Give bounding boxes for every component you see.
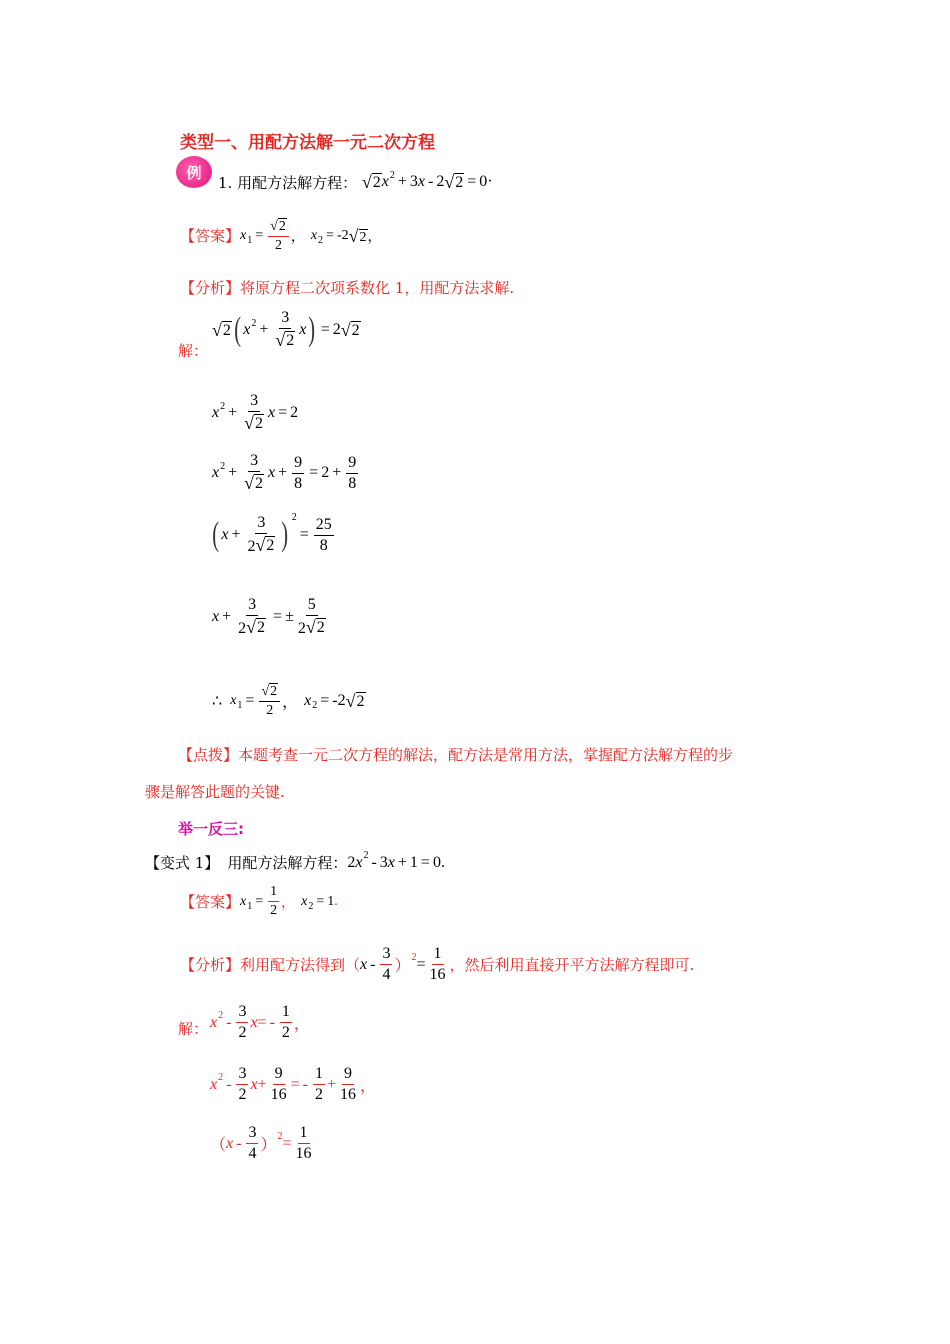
- example-badge: 例: [176, 156, 212, 188]
- variant-heading: 举一反三:: [178, 820, 244, 838]
- example-problem: [218, 169, 493, 193]
- variant-analysis-text1: 利用配方法得到（: [240, 956, 361, 974]
- example-tip-line2: 骤是解答此题的关键.: [145, 783, 285, 801]
- variant-tag: 【变式 1】: [145, 854, 220, 872]
- example-equation: √ 2 x 2 + 3 x - 2 √ 2 = 0·: [361, 169, 493, 192]
- tip-tag: 【点拨】: [178, 746, 239, 764]
- variant-analysis-tag: 【分析】: [180, 956, 241, 974]
- variant-answer: [180, 885, 338, 918]
- solution-step-4: ( x + 3 2 √ 2 ) 2 = $\frac{25}{8}$: [212, 511, 332, 555]
- analysis-tag: 【分析】: [180, 279, 241, 297]
- example-prompt: 用配方法解方程：: [237, 174, 358, 192]
- answer-tag: 【答案】: [180, 227, 241, 245]
- analysis-text: 将原方程二次项系数化 1，用配方法求解.: [240, 279, 515, 297]
- variant-analysis-text2: ，然后利用直接开平方法解方程即可.: [449, 956, 695, 974]
- variant-step-1: x 2 - $\frac{3}{2}$ x = - $\frac{1}{2}$ ，: [210, 1003, 310, 1041]
- variant-step-3: （ x - $\frac{3}{4}$ ） 2 = $\frac{1}{16}$: [210, 1124, 312, 1162]
- section-title: 类型一、用配方法解一元二次方程: [180, 133, 435, 153]
- example-answer: [180, 218, 382, 253]
- variant-step-2: x 2 - $\frac{3}{2}$ x + $\frac{9}{16}$ = - $\frac{1}{2}$ + $\frac{9}{16}$ ，: [210, 1065, 376, 1103]
- example-tip-line1: [178, 744, 733, 765]
- solution-step-5: x + 3 2 √ 2 = ± 5 2 √ 2: [212, 596, 325, 637]
- solution-step-3: x 2 + 3 √ 2 x + $\frac{9}{8}$ = 2 + $\frac{9}{8}$: [212, 452, 357, 493]
- solution-step-2: x 2 + 3 √ 2 x = 2: [212, 392, 299, 433]
- variant-problem: [145, 852, 445, 873]
- therefore-symbol: ∴: [212, 692, 223, 710]
- variant-answer-math: x 1 = $\frac{1}{2}$ ， x 2 = 1 .: [240, 884, 338, 918]
- solution-label: 解：: [178, 342, 209, 360]
- tip-text-1: 本题考查一元二次方程的解法，配方法是常用方法，掌握配方法解方程的步: [238, 746, 734, 764]
- answer-math: x 1 = √ 2 2 ， x 2 = -2 √ 2 ，: [240, 219, 382, 253]
- variant-analysis-math: x - $\frac{3}{4}$ ） 2 = $\frac{1}{16}$: [360, 945, 446, 983]
- example-number: 1.: [218, 174, 233, 192]
- variant-answer-tag: 【答案】: [180, 893, 241, 911]
- example-analysis: [180, 277, 514, 298]
- variant-solution-label: 解：: [178, 1020, 209, 1038]
- variant-analysis: [180, 946, 694, 983]
- variant-equation: 2 x 2 - 3 x + 1 = 0 .: [347, 850, 445, 871]
- solution-step-1: √ 2 ( x 2 + 3 √ 2 x ) = 2 √ 2: [212, 309, 360, 350]
- solution-step-6: ∴ x 1 = √ 2 2 ， x 2 = -2 √ 2: [212, 684, 365, 718]
- variant-prompt: 用配方法解方程：: [227, 854, 348, 872]
